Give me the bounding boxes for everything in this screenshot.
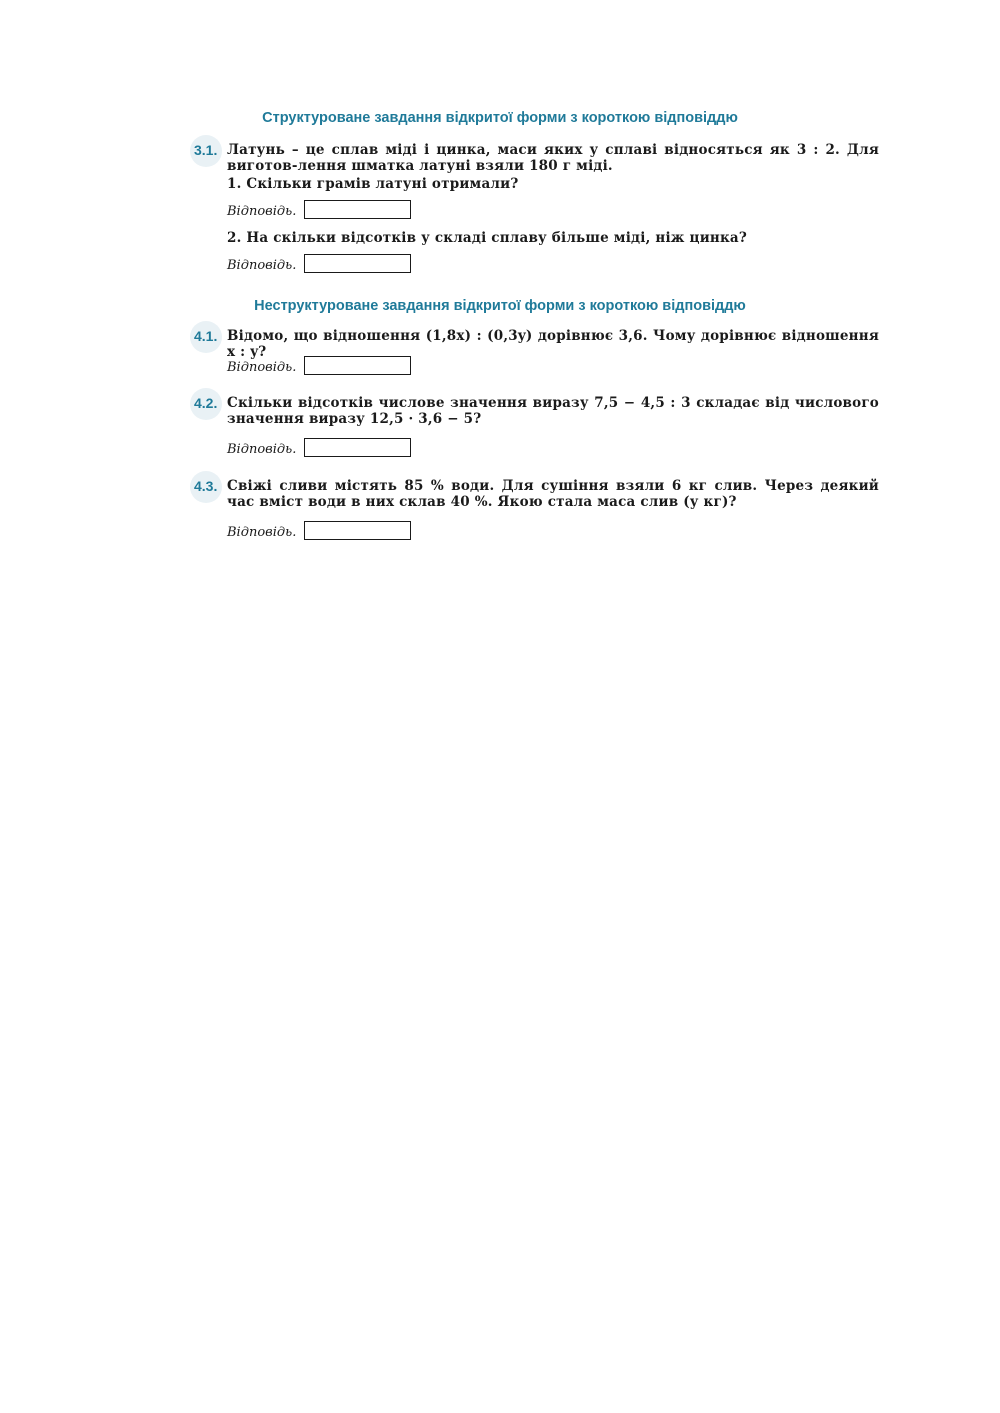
task-number-badge: 4.1. <box>190 321 222 353</box>
answer-label: Відповідь. <box>227 360 297 375</box>
task-text: Скільки відсотків числове значення виразу 7,5 − 4,5 : 3 складає від числового значення виразу 12,5 · 3,6 − 5? <box>227 395 879 427</box>
answer-label: Відповідь. <box>227 442 297 457</box>
answer-label: Відповідь. <box>227 525 297 540</box>
answer-input[interactable] <box>304 254 411 273</box>
question-2: 2. На скільки відсотків у складі сплаву більше міді, ніж цинка? <box>227 230 747 246</box>
answer-input[interactable] <box>304 521 411 540</box>
section-title-unstructured: Неструктуроване завдання відкритої форми з короткою відповіддю <box>254 298 746 314</box>
question-1: 1. Скільки грамів латуні отримали? <box>227 176 519 192</box>
answer-input[interactable] <box>304 356 411 375</box>
answer-label: Відповідь. <box>227 204 297 219</box>
task-text: Відомо, що відношення (1,8x) : (0,3y) дорівнює 3,6. Чому дорівнює відношення x : y? <box>227 328 879 360</box>
task-number-badge: 4.2. <box>190 388 222 420</box>
task-number-badge: 4.3. <box>190 471 222 503</box>
answer-input[interactable] <box>304 438 411 457</box>
section-title-structured: Структуроване завдання відкритої форми з короткою відповіддю <box>262 110 738 126</box>
answer-input[interactable] <box>304 200 411 219</box>
task-text: Латунь – це сплав міді і цинка, маси яких у сплаві відносяться як 3 : 2. Для виготов-лення шматка латуні взяли 180 г міді. <box>227 142 879 174</box>
answer-label: Відповідь. <box>227 258 297 273</box>
task-number-badge: 3.1. <box>190 135 222 167</box>
task-text: Свіжі сливи містять 85 % води. Для сушіння взяли 6 кг слив. Через деякий час вміст води в них склав 40 %. Якою стала маса слив (у кг)? <box>227 478 879 510</box>
